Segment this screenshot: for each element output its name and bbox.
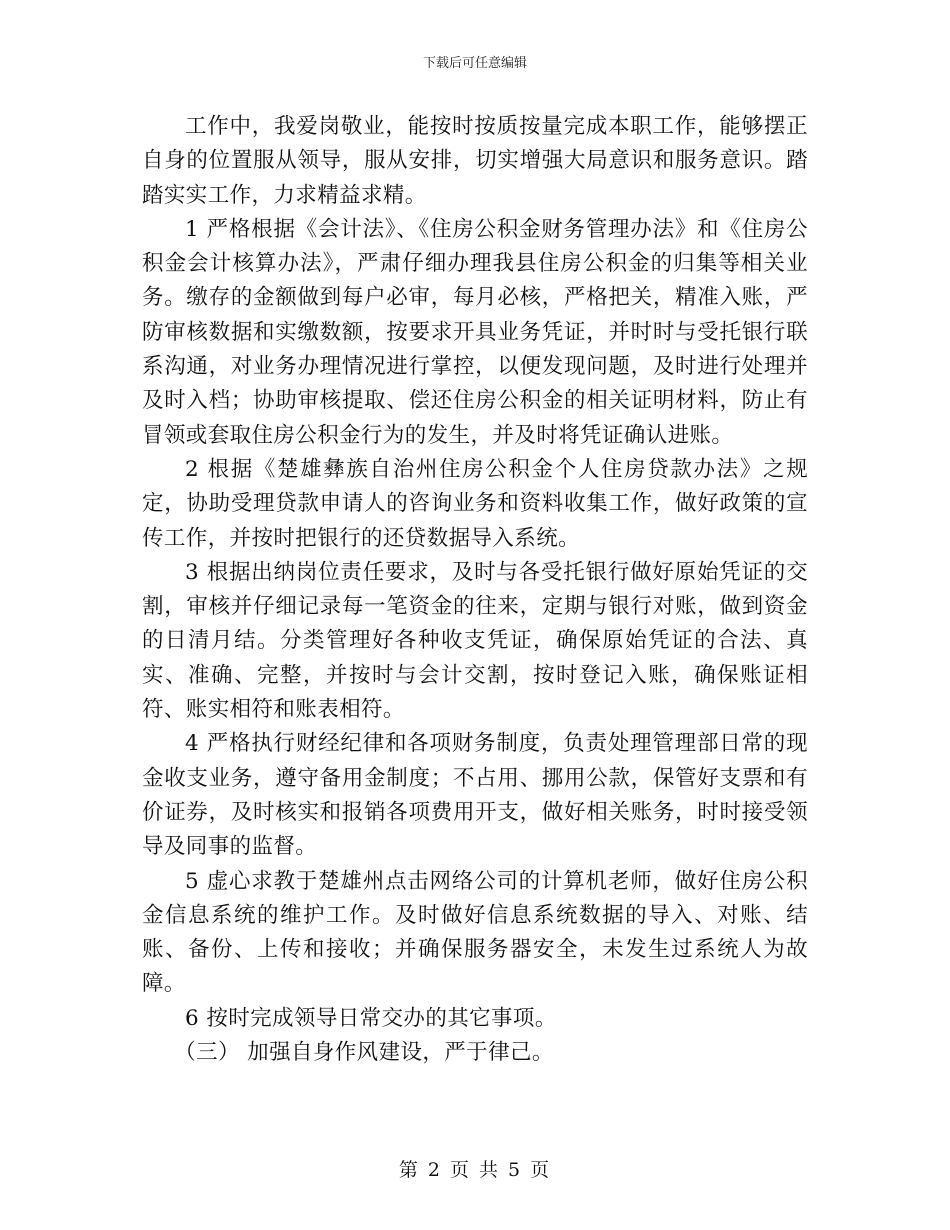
page-header: 下载后可任意编辑 bbox=[422, 56, 527, 71]
paragraph-item-2: 2 根据《楚雄彝族自治州住房公积金个人住房贷款办法》之规定，协助受理贷款申请人的咨询业务和资料收集工作，做好政策的宣传工作，并按时把银行的还贷数据导入系统。 bbox=[142, 456, 808, 551]
document-body bbox=[142, 110, 808, 1070]
section-heading-3: （三） 加强自身作风建设，严于律己。 bbox=[174, 1040, 554, 1066]
paragraph-item-1: 1 严格根据《会计法》、《住房公积金财务管理办法》和《住房公积金会计核算办法》，严肃仔细办理我县住房公积金的归集等相关业务。缴存的金额做到每户必审，每月必核，严格把关，精准入账，严防审核数据和实缴数额，按要求开具业务凭证，并时时与受托银行联系沟通，对业务办理情况进行掌控，以便发现问题，及时进行处理并及时入档；协助审核提取、偿还住房公积金的相关证明材料，防止有冒领或套取住房公积金行为的发生，并及时将凭证确认进账。 bbox=[142, 216, 808, 448]
page-number: 第 2 页 共 5 页 bbox=[398, 1159, 552, 1181]
paragraph-item-4: 4 严格执行财经纪律和各项财务制度，负责处理管理部日常的现金收支业务，遵守备用金制度；不占用、挪用公款，保管好支票和有价证券，及时核实和报销各项费用开支，做好相关账务，时时接受领导及同事的监督。 bbox=[142, 731, 808, 860]
paragraph-item-5: 5 虚心求教于楚雄州点击网络公司的计算机老师，做好住房公积金信息系统的维护工作。及时做好信息系统数据的导入、对账、结账、备份、上传和接收；并确保服务器安全，未发生过系统人为故障。 bbox=[142, 868, 808, 997]
paragraph-intro: 工作中，我爱岗敬业，能按时按质按量完成本职工作，能够摆正自身的位置服从领导，服从安排，切实增强大局意识和服务意识。踏踏实实工作，力求精益求精。 bbox=[142, 114, 808, 208]
paragraph-item-6: 6 按时完成领导日常交办的其它事项。 bbox=[185, 1005, 557, 1031]
paragraph-item-3: 3 根据出纳岗位责任要求，及时与各受托银行做好原始凭证的交割，审核并仔细记录每一笔资金的往来，定期与银行对账，做到资金的日清月结。分类管理好各种收支凭证，确保原始凭证的合法、真实、准确、完整，并按时与会计交割，按时登记入账，确保账证相符、账实相符和账表相符。 bbox=[142, 559, 808, 723]
